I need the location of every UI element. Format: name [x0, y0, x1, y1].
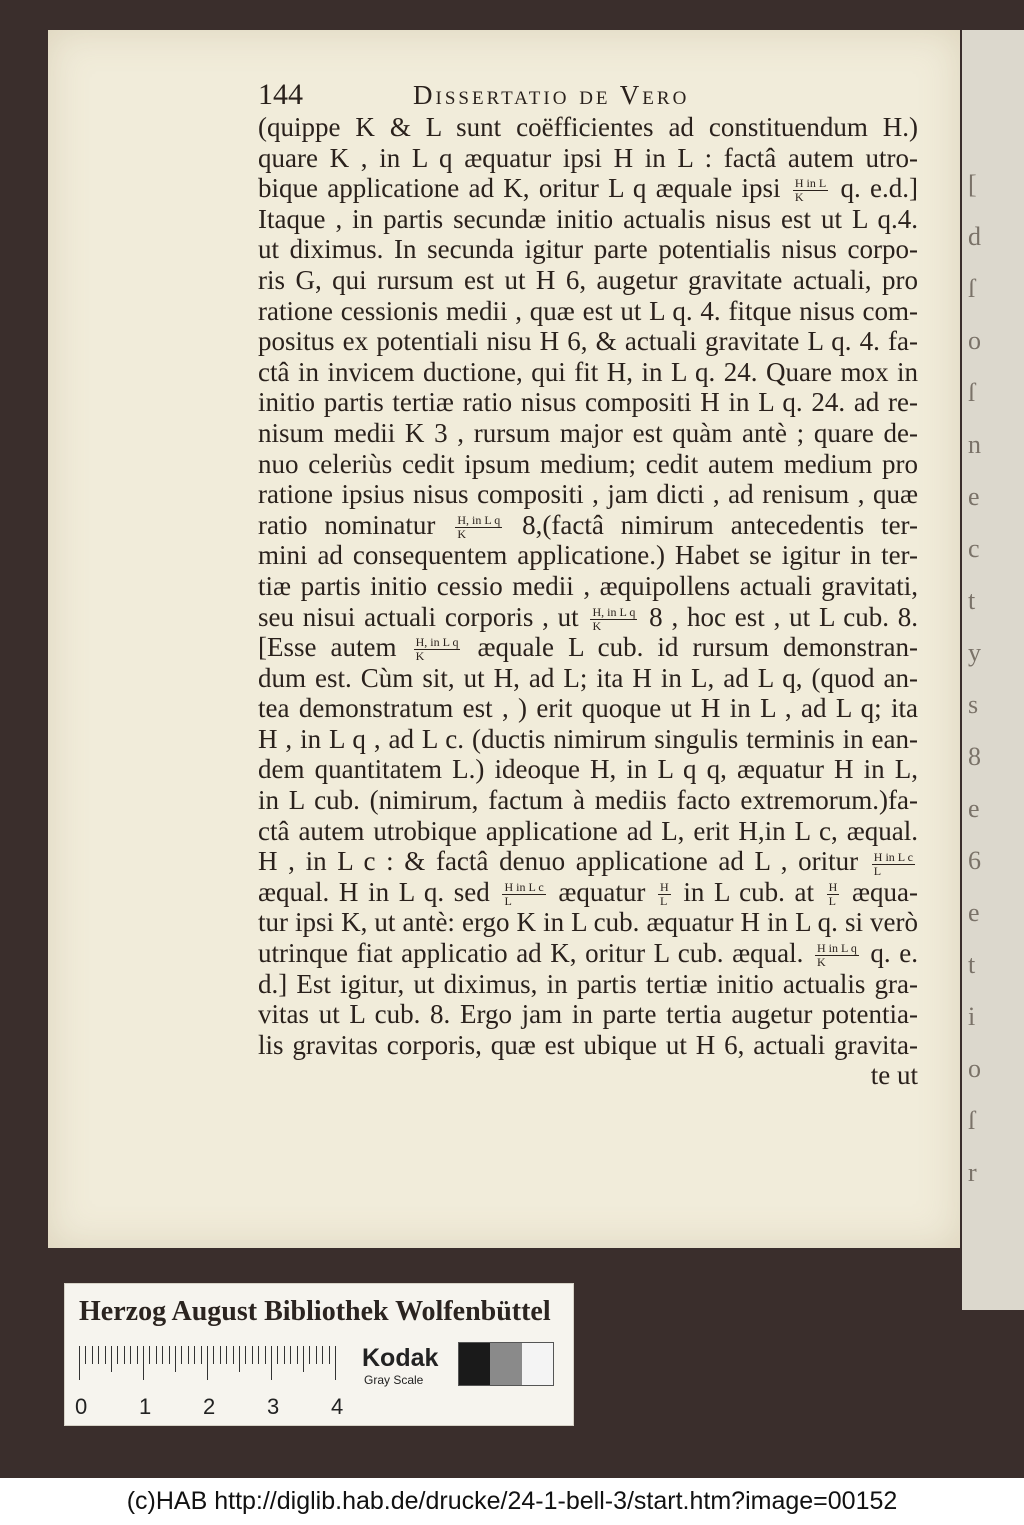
ruler-tick — [213, 1346, 214, 1364]
fraction — [502, 881, 545, 908]
ruler-tick — [175, 1346, 176, 1372]
adjacent-page-glyph: d — [968, 222, 981, 251]
ruler-tick — [169, 1346, 170, 1364]
text-line: ctâ in invicem ductione, qui fit H, in L q. 24. Quare mox in — [258, 356, 918, 387]
text-segment: æqua- — [842, 876, 918, 907]
gray-scale-label: Gray Scale — [364, 1373, 424, 1387]
text-line: tur ipsi K, ut antè: ergo K in L cub. æquatur H in L q. si verò — [258, 907, 918, 938]
ruler-tick — [329, 1346, 330, 1364]
fraction-denominator: K — [415, 649, 425, 664]
ruler-tick — [105, 1346, 106, 1364]
ruler-tick — [124, 1346, 125, 1364]
text-line: (quippe K & L sunt coëfficientes ad constituendum H.) — [258, 112, 918, 142]
text-line — [258, 938, 918, 969]
fraction-denominator: L — [828, 894, 837, 909]
ruler-tick — [290, 1346, 291, 1364]
ruler-tick — [188, 1346, 189, 1364]
text-segment: in L cub. at — [673, 876, 824, 907]
gray-patch — [522, 1343, 553, 1385]
text-line: nuo celeriùs cedit ipsum medium; cedit autem medium pro — [258, 448, 918, 479]
text-segment: H , in L c : & factâ denuo applicatione ad L , oritur — [258, 846, 869, 877]
text-line: lis gravitas corporis, quæ est ubique ut H 6, actuali gravita- — [258, 1029, 918, 1060]
ruler-tick — [137, 1346, 138, 1364]
ruler-tick — [309, 1346, 310, 1364]
text-line: H , in L q , ad L c. (ductis nimirum singulis terminis in ean- — [258, 723, 918, 754]
text-line — [258, 846, 918, 877]
fraction-denominator: K — [816, 955, 826, 970]
ruler-tick — [220, 1346, 221, 1364]
fraction — [455, 514, 502, 541]
ruler-number: 2 — [203, 1394, 216, 1419]
ruler-tick — [130, 1346, 131, 1364]
ruler-tick — [271, 1346, 272, 1380]
ruler-tick — [245, 1346, 246, 1364]
ruler-tick — [265, 1346, 266, 1364]
ruler-tick — [162, 1346, 163, 1364]
text-line: ratione cessionis medii , quæ est ut L q. 4. fitque nisus com- — [258, 295, 918, 326]
ruler-tick — [111, 1346, 112, 1372]
adjacent-page-glyph: ſ — [968, 274, 976, 303]
text-line: positus ex potentiali nisu H 6, & actuali gravitate L q. 4. fa- — [258, 326, 918, 357]
fraction-numerator: H in L c — [873, 849, 913, 864]
text-line: ratione ipsius nisus compositi , jam dicti , ad renisum , quæ — [258, 479, 918, 510]
text-segment: utrinque fiat applicatio ad K, oritur L cub. æqual. — [258, 938, 812, 969]
text-segment: seu nisui actuali corporis , ut — [258, 601, 588, 632]
text-segment: æquale L cub. id rursum demonstran- — [463, 632, 918, 663]
gray-patch — [490, 1343, 521, 1385]
running-title: Dissertatio de Vero — [413, 80, 690, 110]
text-line — [258, 632, 918, 663]
fraction-numerator: H in L — [794, 176, 827, 191]
text-line — [258, 877, 918, 908]
fraction — [658, 881, 671, 908]
text-line: tea demonstratum est , ) erit quoque ut H in L , ad L q; ita — [258, 693, 918, 724]
ruler-tick — [79, 1346, 80, 1380]
kodak-brand: Kodak — [362, 1344, 439, 1372]
adjacent-page-glyph: ſ — [968, 1106, 976, 1135]
ruler-number: 1 — [139, 1394, 152, 1419]
fraction-denominator: K — [794, 190, 804, 205]
fraction-numerator: H, in L q — [415, 635, 459, 650]
text-line: in L cub. (nimirum, factum à mediis facto extremorum.)fa- — [258, 785, 918, 816]
ruler-tick — [149, 1346, 150, 1364]
text-line: mini ad consequentem applicatione.) Habet se igitur in ter- — [258, 540, 918, 571]
fraction — [590, 606, 637, 633]
text-segment: q. e. — [861, 938, 918, 969]
text-segment: bique applicatione ad K, oritur L q æquale ipsi — [258, 173, 790, 204]
fraction-denominator: L — [504, 894, 512, 909]
adjacent-page-glyph: e — [968, 898, 980, 927]
adjacent-page-glyph: o — [968, 326, 981, 355]
text-line: vitas ut L cub. 8. Ergo jam in parte tertia augetur potentia- — [258, 999, 918, 1030]
fraction-numerator: H — [828, 880, 838, 895]
text-line — [258, 510, 918, 541]
adjacent-page-glyph: r — [968, 1158, 977, 1187]
ruler-tick — [201, 1346, 202, 1364]
fraction-numerator: H — [659, 880, 669, 895]
fraction — [414, 636, 461, 663]
adjacent-page-glyph: e — [968, 482, 980, 511]
ruler-tick — [284, 1346, 285, 1364]
adjacent-page-glyph: 8 — [968, 742, 981, 771]
gray-scale-patches — [458, 1342, 554, 1386]
text-segment: q. e.d.] — [831, 173, 918, 204]
ruler-tick — [252, 1346, 253, 1364]
ruler-tick — [277, 1346, 278, 1364]
library-label-card — [64, 1283, 574, 1426]
adjacent-page-glyph: i — [968, 1002, 976, 1031]
fraction-numerator: H, in L q — [592, 604, 636, 619]
text-segment: 8 , hoc est , ut L cub. 8. — [640, 601, 919, 632]
text-segment: [Esse autem — [258, 632, 411, 663]
fraction-denominator: L — [873, 863, 882, 878]
text-segment: æquatur — [548, 876, 655, 907]
text-line: dum est. Cùm sit, ut H, ad L; ita H in L, ad L q, (quod an- — [258, 662, 918, 693]
text-line: tiæ partis initio cessio medii , æquipollens actuali gravitati, — [258, 570, 918, 601]
ruler-tick — [92, 1346, 93, 1364]
ruler-tick — [297, 1346, 298, 1364]
fraction-denominator: K — [457, 527, 466, 542]
ruler-tick — [239, 1346, 240, 1372]
adjacent-page-glyph: n — [968, 430, 981, 459]
ruler-tick — [303, 1346, 304, 1372]
text-line: quare K , in L q æquatur ipsi H in L : factâ autem utro- — [258, 142, 918, 173]
ruler-tick — [156, 1346, 157, 1364]
gray-patch — [459, 1343, 490, 1385]
page-number: 144 — [258, 78, 303, 111]
text-segment: ratio nominatur — [258, 509, 453, 540]
adjacent-page-glyph: e — [968, 794, 980, 823]
text-line: ctâ autem utrobique applicatione ad L, erit H,in L c, æqual. — [258, 815, 918, 846]
fraction-denominator: K — [592, 618, 602, 633]
ruler-tick — [181, 1346, 182, 1364]
fraction — [827, 881, 840, 908]
adjacent-page-glyph: 6 — [968, 846, 981, 875]
adjacent-page-glyph: c — [968, 534, 980, 563]
ruler-number: 3 — [267, 1394, 280, 1419]
ruler-tick — [258, 1346, 259, 1364]
text-line — [258, 602, 918, 633]
text-line: ut diximus. In secunda igitur parte potentialis nisus corpo- — [258, 234, 918, 265]
text-line — [258, 173, 918, 204]
text-line: d.] Est igitur, ut diximus, in partis tertiæ initio actualis gra- — [258, 968, 918, 999]
ruler-tick — [85, 1346, 86, 1364]
fraction-numerator: H in L c — [504, 880, 544, 895]
ruler-tick — [117, 1346, 118, 1364]
adjacent-page-glyph: t — [968, 586, 976, 615]
adjacent-page-glyph: t — [968, 950, 976, 979]
adjacent-page-glyph: o — [968, 1054, 981, 1083]
text-line: initio partis tertiæ ratio nisus compositi H in L q. 24. ad re- — [258, 387, 918, 418]
library-name: Herzog August Bibliothek Wolfenbüttel — [79, 1296, 551, 1327]
body-text — [258, 112, 918, 1091]
text-line: Itaque , in partis secundæ initio actualis nisus est ut L q.4. — [258, 203, 918, 234]
page-header — [258, 78, 928, 114]
ruler-tick — [316, 1346, 317, 1364]
ruler-number: 4 — [331, 1394, 344, 1419]
ruler-number: 0 — [75, 1394, 88, 1419]
ruler-numbers — [75, 1394, 375, 1424]
adjacent-page-glyph: y — [968, 638, 981, 667]
catchword: te ut — [870, 1060, 918, 1091]
ruler-tick — [207, 1346, 208, 1380]
fraction — [872, 851, 915, 878]
ruler-tick — [233, 1346, 234, 1364]
adjacent-page-glyph: s — [968, 690, 979, 719]
ruler-tick — [322, 1346, 323, 1364]
ruler-tick — [226, 1346, 227, 1364]
text-segment: 8,(factâ nimirum antecedentis ter- — [505, 509, 918, 540]
fraction — [815, 942, 859, 969]
adjacent-page-edge — [962, 30, 1024, 1310]
fraction — [793, 177, 828, 204]
fraction-denominator: L — [659, 894, 668, 909]
text-line: dem quantitatem L.) ideoque H, in L q q, æquatur H in L, — [258, 754, 918, 785]
adjacent-page-glyph: [ — [968, 170, 977, 199]
ruler-tick — [98, 1346, 99, 1364]
ruler-tick — [194, 1346, 195, 1364]
fraction-numerator: H, in L q — [457, 513, 501, 528]
adjacent-page-glyph: ſ — [968, 378, 976, 407]
text-line: ris G, qui rursum est ut H 6, augetur gravitate actuali, pro — [258, 264, 918, 295]
measuring-ruler — [79, 1346, 357, 1386]
ruler-tick — [143, 1346, 144, 1380]
ruler-tick — [335, 1346, 336, 1380]
text-segment: æqual. H in L q. sed — [258, 876, 500, 907]
fraction-numerator: H in L q — [816, 941, 857, 956]
copyright-footer: (c)HAB http://diglib.hab.de/drucke/24-1-bell-3/start.htm?image=00152 — [0, 1478, 1024, 1525]
text-line: nisum medii K 3 , rursum major est quàm antè ; quare de- — [258, 417, 918, 448]
